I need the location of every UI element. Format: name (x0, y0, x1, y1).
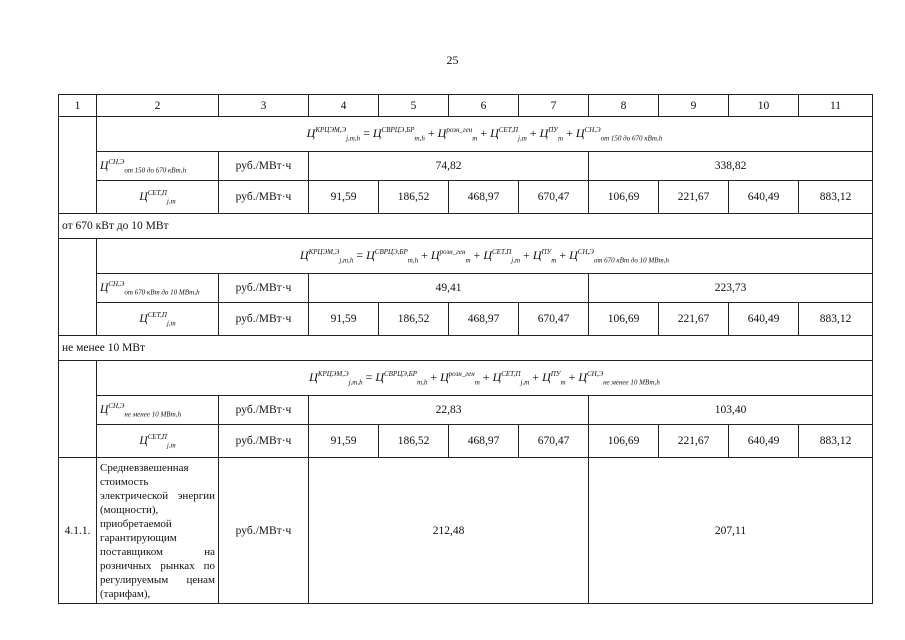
col-header-4: 4 (309, 95, 379, 117)
section-title: от 670 кВт до 10 МВт (59, 214, 873, 239)
set-value: 221,67 (659, 425, 729, 458)
cn-value-right: 338,82 (589, 152, 873, 181)
row-number: 4.1.1. (59, 458, 97, 604)
set-value: 106,69 (589, 303, 659, 336)
set-label: $Ц^{СЕТ,П}_{j,m}$ (97, 181, 219, 214)
set-value: 670,47 (519, 425, 589, 458)
col-header-11: 11 (799, 95, 873, 117)
value-left: 212,48 (309, 458, 589, 604)
set-value: 221,67 (659, 181, 729, 214)
cn-value-left: 49,41 (309, 274, 589, 303)
set-value: 186,52 (379, 425, 449, 458)
set-value: 640,49 (729, 425, 799, 458)
set-value: 468,97 (449, 181, 519, 214)
section-title: не менее 10 МВт (59, 336, 873, 361)
cn-value-right: 223,73 (589, 274, 873, 303)
row-4-1-1 (59, 458, 873, 604)
set-value: 468,97 (449, 303, 519, 336)
set-value: 640,49 (729, 181, 799, 214)
set-value: 670,47 (519, 181, 589, 214)
set-value: 106,69 (589, 181, 659, 214)
cn-value-left: 74,82 (309, 152, 589, 181)
row-number-empty (59, 117, 97, 214)
col-header-10: 10 (729, 95, 799, 117)
set-value: 640,49 (729, 303, 799, 336)
set-value: 91,59 (309, 425, 379, 458)
set-label: $Ц^{СЕТ,П}_{j,m}$ (97, 303, 219, 336)
set-value: 670,47 (519, 303, 589, 336)
col-header-1: 1 (59, 95, 97, 117)
col-header-5: 5 (379, 95, 449, 117)
price-formula: $Ц^{КРЦЭМ,Э}_{j,m,h} = Ц^{СВРЦЭ,БР}_{m,h} + Ц^{розн\_ген}_m + Ц^{СЕТ,П}_{j,m} + Ц^{ПУ}_m + Ц^{СН,Э}_{не менее 10 МВт,h}$ (97, 361, 873, 396)
price-formula: $Ц^{КРЦЭМ,Э}_{j,m,h} = Ц^{СВРЦЭ,БР}_{m,h} + Ц^{розн\_ген}_m + Ц^{СЕТ,П}_{j,m} + Ц^{ПУ}_m + Ц^{СН,Э}_{от 150 до 670 кВт,h}$ (97, 117, 873, 152)
unit-cell: руб./МВт·ч (219, 303, 309, 336)
column-header-row (59, 95, 873, 117)
row-number-empty (59, 239, 97, 336)
set-label: $Ц^{СЕТ,П}_{j,m}$ (97, 425, 219, 458)
set-value: 91,59 (309, 303, 379, 336)
cn-label: $Ц^{СН,Э}_{не менее 10 МВт,h}$ (97, 396, 219, 425)
value-right: 207,11 (589, 458, 873, 604)
col-header-6: 6 (449, 95, 519, 117)
set-value: 221,67 (659, 303, 729, 336)
page-number: 25 (446, 53, 459, 67)
set-value: 91,59 (309, 181, 379, 214)
set-value: 883,12 (799, 303, 873, 336)
col-header-8: 8 (589, 95, 659, 117)
unit-cell: руб./МВт·ч (219, 274, 309, 303)
unit-cell: руб./МВт·ч (219, 152, 309, 181)
cn-label: $Ц^{СН,Э}_{от 670 кВт до 10 МВт,h}$ (97, 274, 219, 303)
unit-cell: руб./МВт·ч (219, 396, 309, 425)
col-header-3: 3 (219, 95, 309, 117)
set-value: 106,69 (589, 425, 659, 458)
col-header-7: 7 (519, 95, 589, 117)
cn-value-left: 22,83 (309, 396, 589, 425)
unit-cell: руб./МВт·ч (219, 425, 309, 458)
cn-label: $Ц^{СН,Э}_{от 150 до 670 кВт,h}$ (97, 152, 219, 181)
row-number-empty (59, 361, 97, 458)
tariff-table (58, 94, 873, 604)
set-value: 186,52 (379, 303, 449, 336)
unit-cell: руб./МВт·ч (219, 458, 309, 604)
row-description: Средневзвешенная стоимость электрической энергии (мощности), приобретаемой гарантирующим поставщиком на розничных рынках по регулируемым ценам (тарифам), (97, 458, 219, 604)
col-header-9: 9 (659, 95, 729, 117)
col-header-2: 2 (97, 95, 219, 117)
set-value: 883,12 (799, 425, 873, 458)
set-value: 883,12 (799, 181, 873, 214)
price-formula: $Ц^{КРЦЭМ,Э}_{j,m,h} = Ц^{СВРЦЭ,БР}_{m,h} + Ц^{розн\_ген}_m + Ц^{СЕТ,П}_{j,m} + Ц^{ПУ}_m + Ц^{СН,Э}_{от 670 кВт до 10 МВт,h}$ (97, 239, 873, 274)
set-value: 186,52 (379, 181, 449, 214)
cn-value-right: 103,40 (589, 396, 873, 425)
set-value: 468,97 (449, 425, 519, 458)
unit-cell: руб./МВт·ч (219, 181, 309, 214)
